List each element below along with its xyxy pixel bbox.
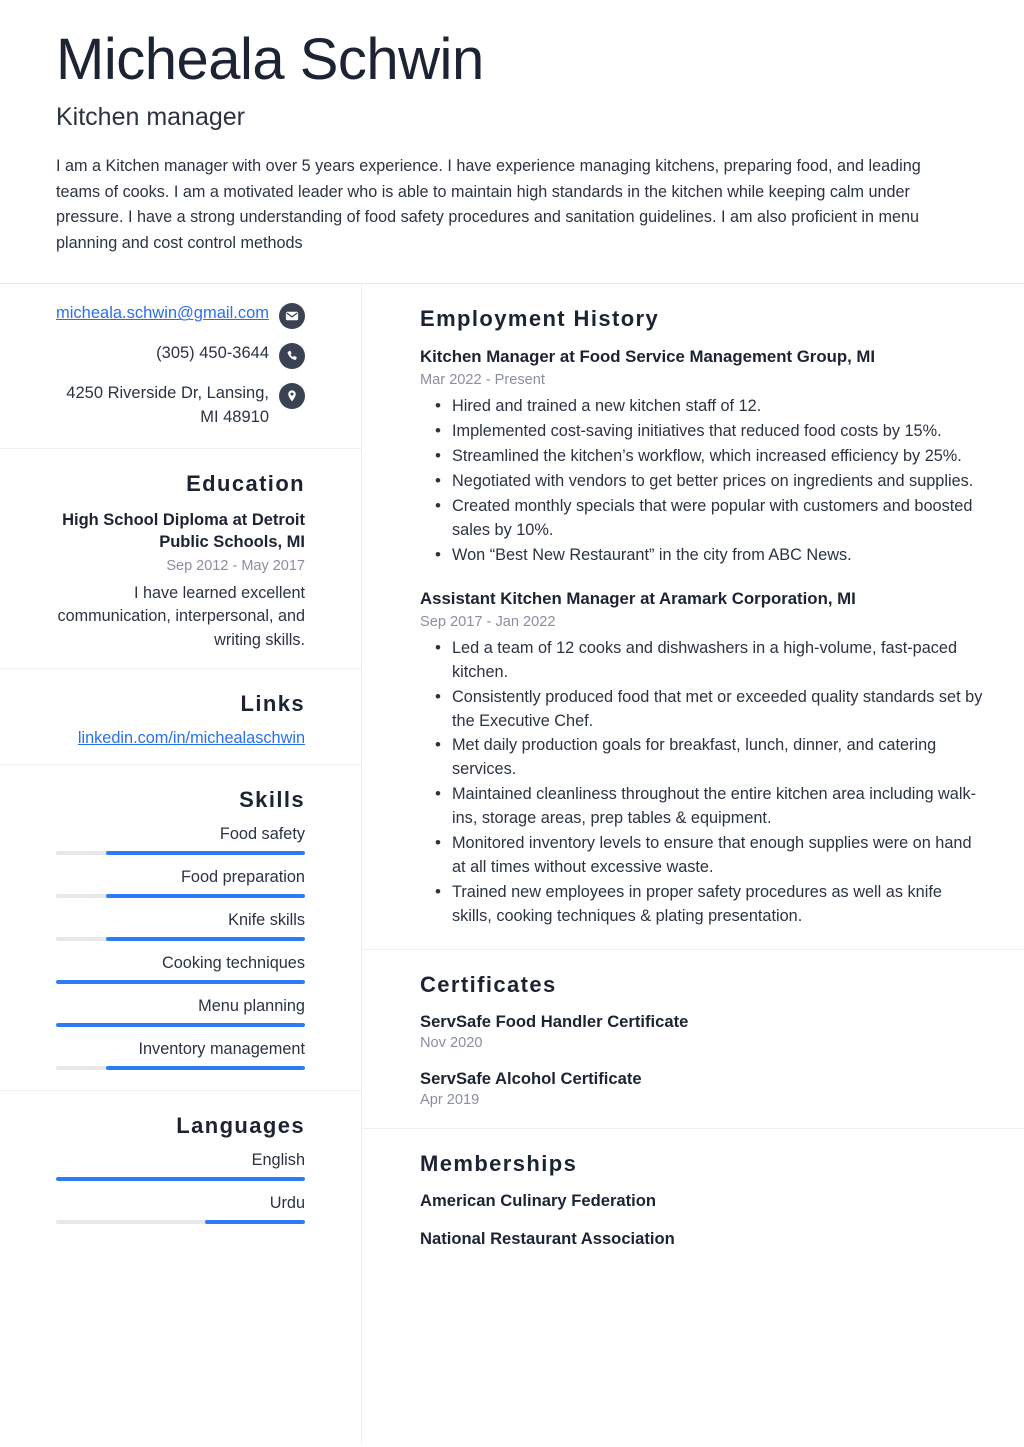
employment-job-title: Kitchen Manager at Food Service Management Group, MI xyxy=(420,347,876,367)
bullet-item: • Streamlined the kitchen’s workflow, which increased efficiency by 25%. xyxy=(450,445,984,469)
linkedin-link[interactable]: linkedin.com/in/michealaschwin xyxy=(77,729,305,748)
bullet-item: • Monitored inventory levels to ensure that enough supplies were on hand at all times without excessive waste. xyxy=(450,832,984,880)
skill-item xyxy=(56,954,305,984)
skill-label: Knife skills xyxy=(228,911,305,930)
sidebar-column xyxy=(0,284,362,1444)
phone-number: (305) 450-3644 xyxy=(156,344,269,363)
skill-bar-fill xyxy=(56,1023,305,1027)
language-label: English xyxy=(251,1151,305,1170)
bullet-item: • Led a team of 12 cooks and dishwashers in a high-volume, fast-paced kitchen. xyxy=(450,637,984,685)
envelope-icon xyxy=(279,303,305,329)
certificate-entry xyxy=(420,1012,984,1051)
certificates-heading: Certificates xyxy=(420,972,557,998)
bullet-item: • Met daily production goals for breakfast, lunch, dinner, and catering services. xyxy=(450,734,984,782)
resume-header xyxy=(0,0,1024,256)
contact-section xyxy=(0,284,361,449)
memberships-heading: Memberships xyxy=(420,1151,578,1177)
main-column xyxy=(362,284,1024,1444)
language-bar-track xyxy=(56,1177,305,1181)
certificate-date: Nov 2020 xyxy=(420,1035,483,1052)
language-item xyxy=(56,1151,305,1181)
skills-section xyxy=(0,765,361,1091)
education-heading: Education xyxy=(186,471,305,497)
skill-bar-fill xyxy=(106,894,305,898)
education-entry xyxy=(56,509,305,652)
links-heading: Links xyxy=(240,691,305,717)
education-degree: High School Diploma at Detroit Public Schools, MI xyxy=(62,511,305,552)
membership-name: American Culinary Federation xyxy=(420,1191,657,1211)
skill-item xyxy=(56,911,305,941)
skill-bar-fill xyxy=(106,1066,305,1070)
postal-address: 4250 Riverside Dr, Lansing, MI 48910 xyxy=(66,384,269,427)
employment-heading: Employment History xyxy=(420,306,660,332)
education-date: Sep 2012 - May 2017 xyxy=(166,557,305,574)
certificate-entry xyxy=(420,1069,984,1108)
employment-job-title: Assistant Kitchen Manager at Aramark Corporation, MI xyxy=(420,588,856,608)
skill-label: Food safety xyxy=(219,825,305,844)
bullet-item: • Implemented cost-saving initiatives that reduced food costs by 15%. xyxy=(450,420,984,444)
membership-entry xyxy=(420,1191,984,1211)
skill-label: Inventory management xyxy=(138,1040,305,1059)
bullet-item: • Created monthly specials that were popular with customers and boosted sales by 10%. xyxy=(450,495,984,543)
skill-bar-fill xyxy=(106,937,305,941)
language-bar-track xyxy=(56,1220,305,1224)
skill-bar-track xyxy=(56,1066,305,1070)
employment-entry xyxy=(420,346,984,568)
skill-label: Cooking techniques xyxy=(161,954,305,973)
membership-entry xyxy=(420,1229,984,1249)
language-label: Urdu xyxy=(269,1194,305,1213)
certificate-name: ServSafe Food Handler Certificate xyxy=(420,1012,689,1032)
map-pin-icon xyxy=(279,383,305,409)
bullet-item: • Maintained cleanliness throughout the entire kitchen area including walk-ins, storage areas, prep tables & equipment. xyxy=(450,783,984,831)
skill-bar-fill xyxy=(56,980,305,984)
resume-body xyxy=(0,284,1024,1444)
contact-row-phone xyxy=(56,342,305,369)
education-section xyxy=(0,449,361,669)
languages-heading: Languages xyxy=(176,1113,305,1139)
bullet-item: • Trained new employees in proper safety procedures as well as knife skills, cooking techniques & plating presentation. xyxy=(450,881,984,929)
candidate-name: Micheala Schwin xyxy=(56,27,484,92)
candidate-job-title: Kitchen manager xyxy=(56,102,246,131)
skill-bar-track xyxy=(56,894,305,898)
contact-row-email[interactable] xyxy=(56,302,305,329)
skill-bar-track xyxy=(56,980,305,984)
certificate-date: Apr 2019 xyxy=(420,1092,480,1109)
employment-section xyxy=(362,284,1024,950)
skill-bar-track xyxy=(56,937,305,941)
contact-row-address xyxy=(56,382,305,430)
language-bar-fill xyxy=(56,1177,305,1181)
languages-section xyxy=(0,1091,361,1244)
skill-item xyxy=(56,825,305,855)
certificate-name: ServSafe Alcohol Certificate xyxy=(420,1069,642,1089)
membership-name: National Restaurant Association xyxy=(420,1229,675,1249)
skill-bar-track xyxy=(56,851,305,855)
links-section xyxy=(0,669,361,765)
language-item xyxy=(56,1194,305,1224)
memberships-section xyxy=(362,1129,1024,1269)
phone-icon xyxy=(279,343,305,369)
skills-heading: Skills xyxy=(239,787,305,813)
skill-label: Food preparation xyxy=(180,868,305,887)
bullet-item: • Hired and trained a new kitchen staff of 12. xyxy=(450,395,984,419)
certificates-section xyxy=(362,950,1024,1129)
skill-bar-fill xyxy=(106,851,305,855)
skill-item xyxy=(56,997,305,1027)
bullet-item: • Negotiated with vendors to get better prices on ingredients and supplies. xyxy=(450,470,984,494)
employment-bullets xyxy=(420,637,984,929)
skill-bar-track xyxy=(56,1023,305,1027)
skill-label: Menu planning xyxy=(198,997,305,1016)
education-description: I have learned excellent communication, interpersonal, and writing skills. xyxy=(57,583,305,649)
language-bar-fill xyxy=(205,1220,305,1224)
employment-date: Mar 2022 - Present xyxy=(420,372,545,389)
bullet-item: • Consistently produced food that met or exceeded quality standards set by the Executive Chef. xyxy=(450,686,984,734)
employment-entry xyxy=(420,588,984,929)
skill-item xyxy=(56,1040,305,1070)
skill-item xyxy=(56,868,305,898)
bullet-item: • Won “Best New Restaurant” in the city from ABC News. xyxy=(450,544,984,568)
professional-summary: I am a Kitchen manager with over 5 years experience. I have experience managing kitchens, preparing food, and leading teams of cooks. I am a motivated leader who is able to maintain high standards in the kitchen while keeping calm under pressure. I have a strong understanding of food safety procedures and sanitation guidelines. I am also proficient in menu planning and cost control methods xyxy=(56,156,921,252)
email-link[interactable]: micheala.schwin@gmail.com xyxy=(56,304,269,323)
employment-bullets xyxy=(420,395,984,568)
employment-date: Sep 2017 - Jan 2022 xyxy=(420,613,556,630)
